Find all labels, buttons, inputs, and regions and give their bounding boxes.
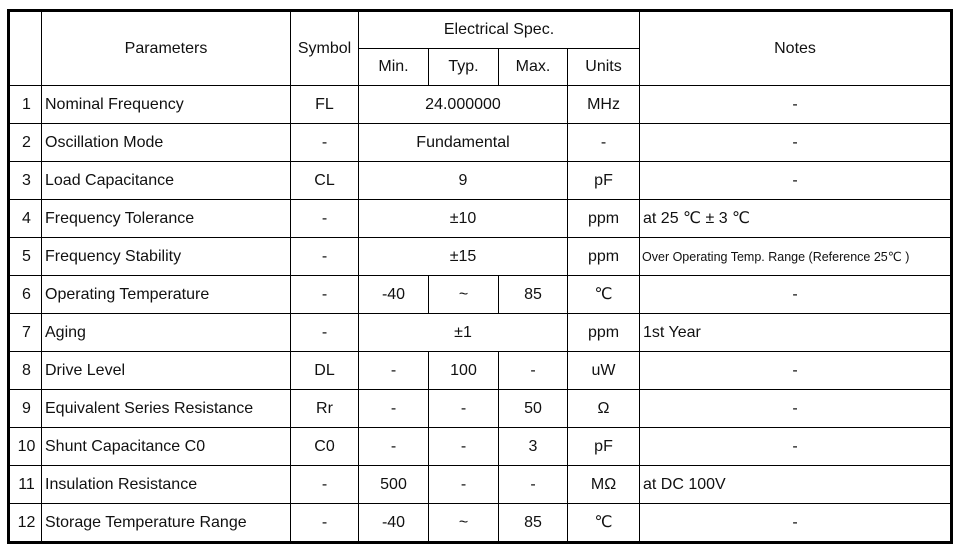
notes-cell: - xyxy=(640,162,952,200)
min-cell: - xyxy=(359,352,429,390)
value-cell: ±1 xyxy=(359,314,568,352)
units-cell: MΩ xyxy=(568,466,640,504)
symbol-cell: - xyxy=(291,504,359,543)
table-row xyxy=(9,352,952,390)
max-cell: - xyxy=(499,352,568,390)
notes-cell: - xyxy=(640,124,952,162)
units-cell: ℃ xyxy=(568,276,640,314)
row-number: 11 xyxy=(9,466,42,504)
typ-cell: - xyxy=(429,390,499,428)
symbol-cell: - xyxy=(291,238,359,276)
spec-table-body xyxy=(9,86,952,543)
header-electrical-spec: Electrical Spec. xyxy=(359,11,640,49)
row-number: 1 xyxy=(9,86,42,124)
min-cell: 500 xyxy=(359,466,429,504)
row-number: 7 xyxy=(9,314,42,352)
electrical-spec-table xyxy=(7,9,953,544)
row-number: 3 xyxy=(9,162,42,200)
notes-cell: - xyxy=(640,86,952,124)
units-cell: pF xyxy=(568,162,640,200)
units-cell: ℃ xyxy=(568,504,640,543)
max-cell: - xyxy=(499,466,568,504)
typ-cell: - xyxy=(429,466,499,504)
header-min: Min. xyxy=(359,49,429,86)
parameter-name: Aging xyxy=(42,314,291,352)
value-cell: ±15 xyxy=(359,238,568,276)
symbol-cell: C0 xyxy=(291,428,359,466)
table-row xyxy=(9,86,952,124)
notes-cell: at DC 100V xyxy=(640,466,952,504)
row-number: 8 xyxy=(9,352,42,390)
header-parameters: Parameters xyxy=(42,11,291,86)
table-row xyxy=(9,238,952,276)
table-row xyxy=(9,314,952,352)
table-row xyxy=(9,504,952,543)
parameter-name: Insulation Resistance xyxy=(42,466,291,504)
symbol-cell: - xyxy=(291,200,359,238)
value-cell: 24.000000 xyxy=(359,86,568,124)
typ-cell: ~ xyxy=(429,276,499,314)
units-cell: pF xyxy=(568,428,640,466)
typ-cell: 100 xyxy=(429,352,499,390)
table-row xyxy=(9,200,952,238)
row-number: 5 xyxy=(9,238,42,276)
header-symbol: Symbol xyxy=(291,11,359,86)
value-cell: 9 xyxy=(359,162,568,200)
notes-cell: - xyxy=(640,390,952,428)
header-typ: Typ. xyxy=(429,49,499,86)
units-cell: - xyxy=(568,124,640,162)
units-cell: MHz xyxy=(568,86,640,124)
parameter-name: Operating Temperature xyxy=(42,276,291,314)
notes-cell: - xyxy=(640,276,952,314)
max-cell: 50 xyxy=(499,390,568,428)
units-cell: Ω xyxy=(568,390,640,428)
row-number: 6 xyxy=(9,276,42,314)
table-row xyxy=(9,276,952,314)
symbol-cell: - xyxy=(291,314,359,352)
header-max: Max. xyxy=(499,49,568,86)
typ-cell: ~ xyxy=(429,504,499,543)
max-cell: 85 xyxy=(499,504,568,543)
symbol-cell: - xyxy=(291,276,359,314)
parameter-name: Equivalent Series Resistance xyxy=(42,390,291,428)
parameter-name: Frequency Stability xyxy=(42,238,291,276)
parameter-name: Load Capacitance xyxy=(42,162,291,200)
notes-cell: - xyxy=(640,352,952,390)
min-cell: -40 xyxy=(359,276,429,314)
parameter-name: Frequency Tolerance xyxy=(42,200,291,238)
notes-cell: - xyxy=(640,504,952,543)
symbol-cell: DL xyxy=(291,352,359,390)
table-row xyxy=(9,428,952,466)
max-cell: 85 xyxy=(499,276,568,314)
value-cell: Fundamental xyxy=(359,124,568,162)
units-cell: uW xyxy=(568,352,640,390)
notes-cell: 1st Year xyxy=(640,314,952,352)
parameter-name: Shunt Capacitance C0 xyxy=(42,428,291,466)
notes-cell: - xyxy=(640,428,952,466)
header-units: Units xyxy=(568,49,640,86)
min-cell: - xyxy=(359,428,429,466)
spec-table-container xyxy=(7,9,953,544)
row-number: 10 xyxy=(9,428,42,466)
table-row xyxy=(9,466,952,504)
min-cell: - xyxy=(359,390,429,428)
table-row xyxy=(9,162,952,200)
table-row xyxy=(9,390,952,428)
parameter-name: Drive Level xyxy=(42,352,291,390)
symbol-cell: FL xyxy=(291,86,359,124)
symbol-cell: - xyxy=(291,466,359,504)
parameter-name: Oscillation Mode xyxy=(42,124,291,162)
notes-cell: Over Operating Temp. Range (Reference 25℃ ) xyxy=(640,238,952,276)
units-cell: ppm xyxy=(568,238,640,276)
header-no-cell xyxy=(9,11,42,86)
parameter-name: Storage Temperature Range xyxy=(42,504,291,543)
row-number: 4 xyxy=(9,200,42,238)
row-number: 2 xyxy=(9,124,42,162)
header-notes: Notes xyxy=(640,11,952,86)
symbol-cell: CL xyxy=(291,162,359,200)
header-row-1 xyxy=(9,11,952,49)
parameter-name: Nominal Frequency xyxy=(42,86,291,124)
typ-cell: - xyxy=(429,428,499,466)
max-cell: 3 xyxy=(499,428,568,466)
notes-cell: at 25 ℃ ± 3 ℃ xyxy=(640,200,952,238)
units-cell: ppm xyxy=(568,314,640,352)
units-cell: ppm xyxy=(568,200,640,238)
symbol-cell: - xyxy=(291,124,359,162)
value-cell: ±10 xyxy=(359,200,568,238)
table-row xyxy=(9,124,952,162)
row-number: 9 xyxy=(9,390,42,428)
row-number: 12 xyxy=(9,504,42,543)
symbol-cell: Rr xyxy=(291,390,359,428)
min-cell: -40 xyxy=(359,504,429,543)
